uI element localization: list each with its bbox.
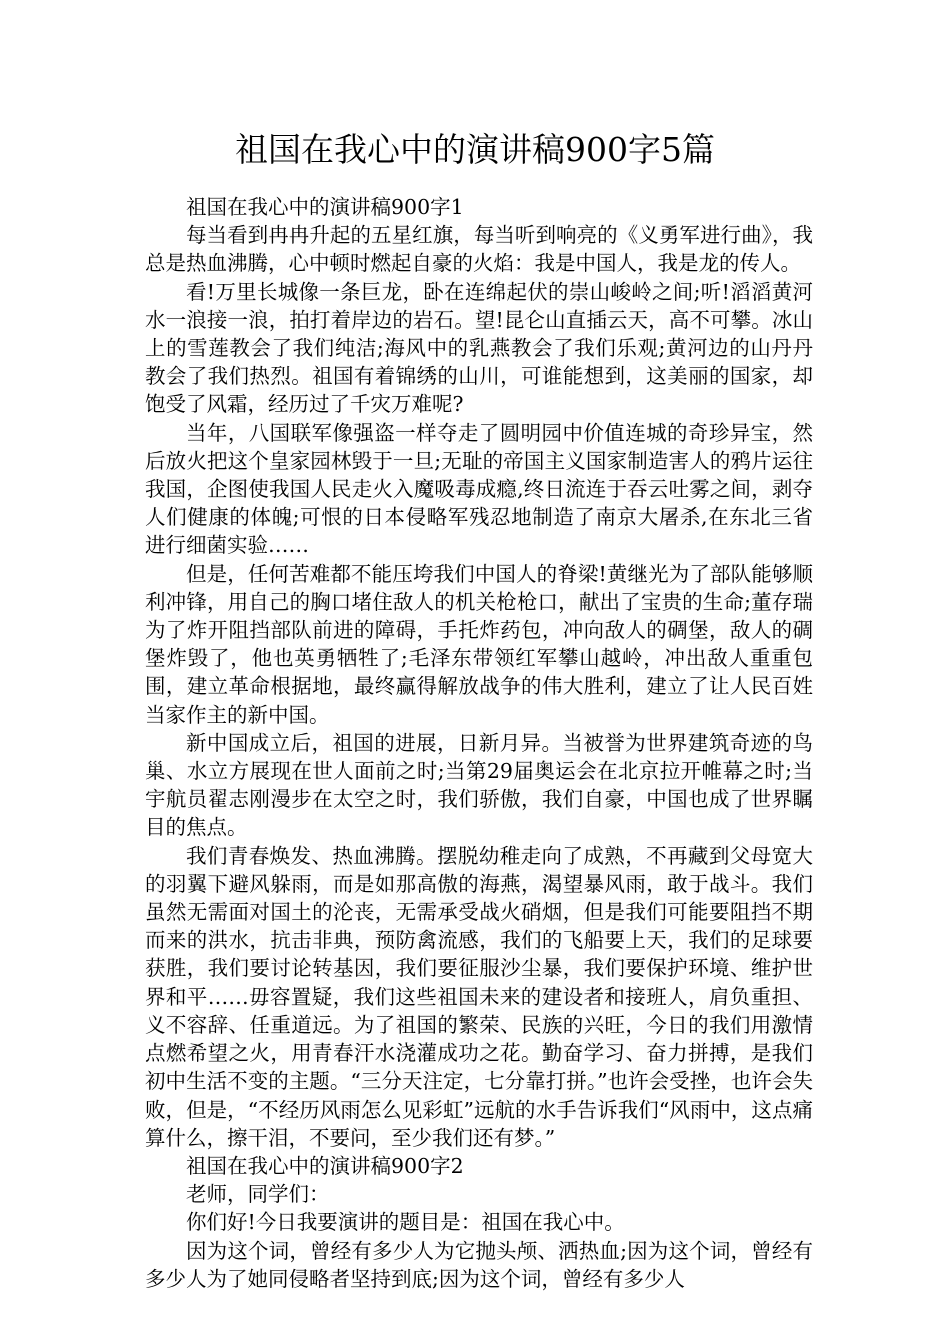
paragraph: 我们青春焕发、热血沸腾。摆脱幼稚走向了成熟，不再藏到父母宽大的羽翼下避风躲雨，而是如那高傲的海燕，渴望暴风雨，敢于战斗。我们虽然无需面对国土的沦丧，无需承受战火硝烟，但是我们可能要阻挡不期而来的洪水，抗击非典，预防禽流感，我们的飞船要上天，我们的足球要获胜，我们要讨论转基因，我们要征服沙尘暴，我们要保护环境、维护世界和平……毋容置疑，我们这些祖国未来的建设者和接班人，肩负重担、义不容辞、任重道远。为了祖国的繁荣、民族的兴旺，今日的我们用激情点燃希望之火，用青春汗水浇灌成功之花。勤奋学习、奋力拼搏，是我们初中生活不变的主题。“三分天注定，七分靠打拼。”也许会受挫，也许会失败，但是，“不经历风雨怎么见彩虹”远航的水手告诉我们“风雨中，这点痛算什么，擦干泪，不要问，至少我们还有梦。” xyxy=(145,843,813,1150)
salutation: 老师，同学们： xyxy=(186,1182,330,1207)
paragraph: 每当看到冉冉升起的五星红旗，每当听到响亮的《义勇军进行曲》，我总是热血沸腾，心中顿时燃起自豪的火焰：我是中国人，我是龙的传人。 xyxy=(145,223,813,276)
paragraph: 但是，任何苦难都不能压垮我们中国人的脊梁!黄继光为了部队能够顺利冲锋，用自己的胸口堵住敌人的机关枪枪口，献出了宝贵的生命;董存瑞为了炸开阻挡部队前进的障碍，手托炸药包，冲向敌人的碉堡，敌人的碉堡炸毁了，他也英勇牺牲了;毛泽东带领红军攀山越岭，冲出敌人重重包围，建立革命根据地，最终赢得解放战争的伟大胜利，建立了让人民百姓当家作主的新中国。 xyxy=(145,561,813,727)
paragraph: 新中国成立后，祖国的进展，日新月异。当被誉为世界建筑奇迹的鸟巢、水立方展现在世人面前之时;当第29届奥运会在北京拉开帷幕之时;当宇航员翟志刚漫步在太空之时，我们骄傲，我们自豪，中国也成了世界瞩目的焦点。 xyxy=(145,730,813,840)
paragraph: 看!万里长城像一条巨龙，卧在连绵起伏的崇山峻岭之间;听!滔滔黄河水一浪接一浪，拍打着岸边的岩石。望!昆仑山直插云天，高不可攀。冰山上的雪莲教会了我们纯洁;海风中的乳燕教会了我们乐观;黄河边的山丹丹教会了我们热烈。祖国有着锦绣的山川，可谁能想到，这美丽的国家，却饱受了风霜，经历过了千灾万难呢? xyxy=(145,279,813,417)
section-heading-2: 祖国在我心中的演讲稿900字2 xyxy=(186,1153,464,1178)
paragraph: 你们好!今日我要演讲的题目是：祖国在我心中。 xyxy=(186,1210,625,1235)
paragraph: 当年，八国联军像强盗一样夺走了圆明园中价值连城的奇珍异宝，然后放火把这个皇家园林毁于一旦;无耻的帝国主义国家制造害人的鸦片运往我国，企图使我国人民走火入魔吸毒成瘾,终日流连于吞云吐雾之间，剥夺人们健康的体魄;可恨的日本侵略军残忍地制造了南京大屠杀,在东北三省进行细菌实验…… xyxy=(145,420,813,558)
paragraph: 因为这个词，曾经有多少人为它抛头颅、洒热血;因为这个词，曾经有多少人为了她同侵略者坚持到底;因为这个词，曾经有多少人 xyxy=(145,1238,813,1291)
section-heading-1: 祖国在我心中的演讲稿900字1 xyxy=(186,195,464,219)
document-body xyxy=(145,193,813,1293)
document-title: 祖国在我心中的演讲稿900字5篇 xyxy=(235,130,715,169)
